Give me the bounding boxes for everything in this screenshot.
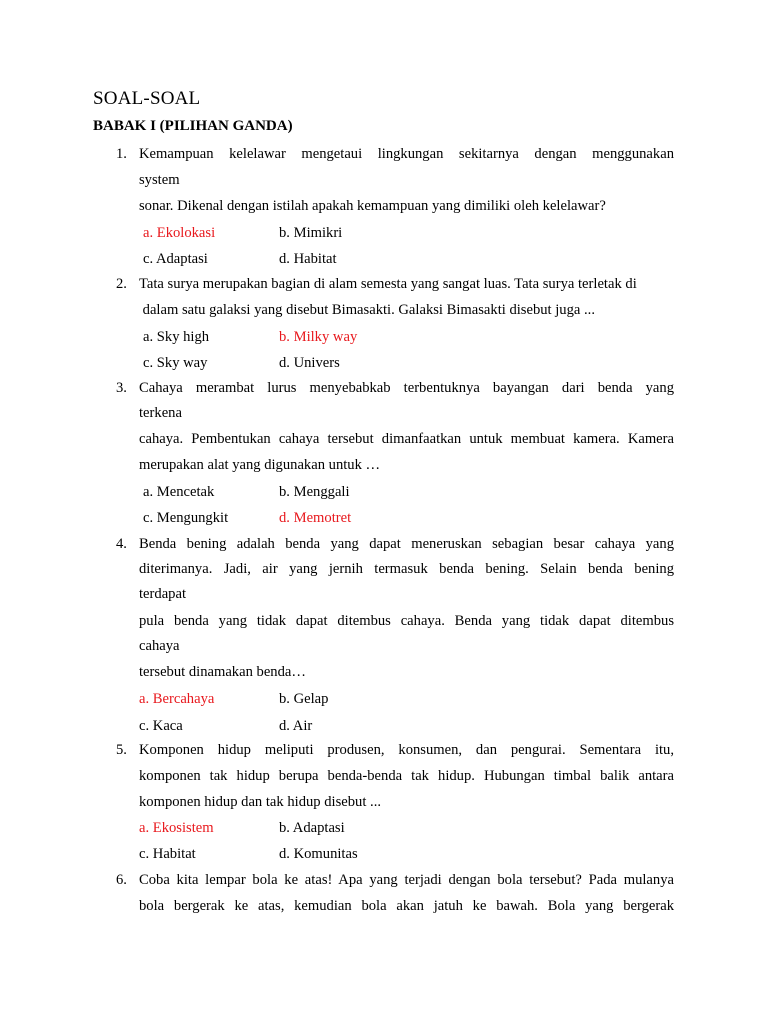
option-a: a. Ekolokasi — [143, 225, 216, 241]
section-heading: BABAK I (PILIHAN GANDA) — [93, 118, 293, 134]
question-line: tersebut dinamakan benda… — [139, 664, 306, 680]
option-d: d. Habitat — [279, 251, 337, 267]
question-line: pula benda yang tidak dapat ditembus cahaya. Benda yang tidak dapat ditembus — [139, 613, 674, 629]
option-d: d. Air — [279, 718, 313, 734]
question-line: Benda bening adalah benda yang dapat meneruskan sebagian besar cahaya yang — [139, 536, 674, 552]
question-line: Kemampuan kelelawar mengetaui lingkungan sekitarnya dengan menggunakan — [139, 146, 674, 162]
option-b: b. Milky way — [279, 329, 358, 345]
option-c: c. Adaptasi — [143, 251, 208, 267]
option-c: c. Mengungkit — [143, 510, 229, 526]
page-title: SOAL-SOAL — [93, 88, 201, 109]
question-line: dalam satu galaksi yang disebut Bimasakti. Galaksi Bimasakti disebut juga ... — [139, 302, 595, 318]
question-line: Komponen hidup meliputi produsen, konsumen, dan pengurai. Sementara itu, — [139, 742, 674, 758]
question-number: 5. — [116, 742, 127, 758]
question-number: 2. — [116, 276, 127, 292]
question-number: 3. — [116, 380, 127, 396]
question-number: 6. — [116, 872, 127, 888]
option-b: b. Mimikri — [279, 225, 343, 241]
option-b: b. Menggali — [279, 484, 350, 500]
question-line: Coba kita lempar bola ke atas! Apa yang terjadi dengan bola tersebut? Pada mulanya — [139, 872, 674, 888]
question-line: diterimanya. Jadi, air yang jernih termasuk benda bening. Selain benda bening — [139, 561, 674, 577]
question-line: terkena — [139, 405, 182, 421]
option-d: d. Univers — [279, 355, 340, 371]
option-a: a. Bercahaya — [139, 691, 215, 707]
question-line: bola bergerak ke atas, kemudian bola akan jatuh ke bawah. Bola yang bergerak — [139, 898, 674, 914]
option-b: b. Adaptasi — [279, 820, 345, 836]
option-c: c. Kaca — [139, 718, 183, 734]
question-line: system — [139, 172, 180, 188]
question-line: Tata surya merupakan bagian di alam semesta yang sangat luas. Tata surya terletak di — [139, 276, 637, 292]
option-d: d. Komunitas — [279, 846, 358, 862]
question-line: cahaya. Pembentukan cahaya tersebut dimanfaatkan untuk membuat kamera. Kamera — [139, 431, 674, 447]
option-b: b. Gelap — [279, 691, 329, 707]
option-a: a. Sky high — [143, 329, 210, 345]
option-a: a. Ekosistem — [139, 820, 214, 836]
question-number: 4. — [116, 536, 127, 552]
question-line: komponen tak hidup berupa benda-benda tak hidup. Hubungan timbal balik antara — [139, 768, 674, 784]
question-line: Cahaya merambat lurus menyebabkab terbentuknya bayangan dari benda yang — [139, 380, 674, 396]
option-d: d. Memotret — [279, 510, 352, 526]
question-line: cahaya — [139, 638, 180, 654]
question-line: merupakan alat yang digunakan untuk … — [139, 457, 381, 473]
question-line: komponen hidup dan tak hidup disebut ... — [139, 794, 381, 810]
option-c: c. Sky way — [143, 355, 208, 371]
option-c: c. Habitat — [139, 846, 196, 862]
option-a: a. Mencetak — [143, 484, 215, 500]
question-number: 1. — [116, 146, 127, 162]
question-line: sonar. Dikenal dengan istilah apakah kemampuan yang dimiliki oleh kelelawar? — [139, 198, 606, 214]
question-line: terdapat — [139, 586, 186, 602]
